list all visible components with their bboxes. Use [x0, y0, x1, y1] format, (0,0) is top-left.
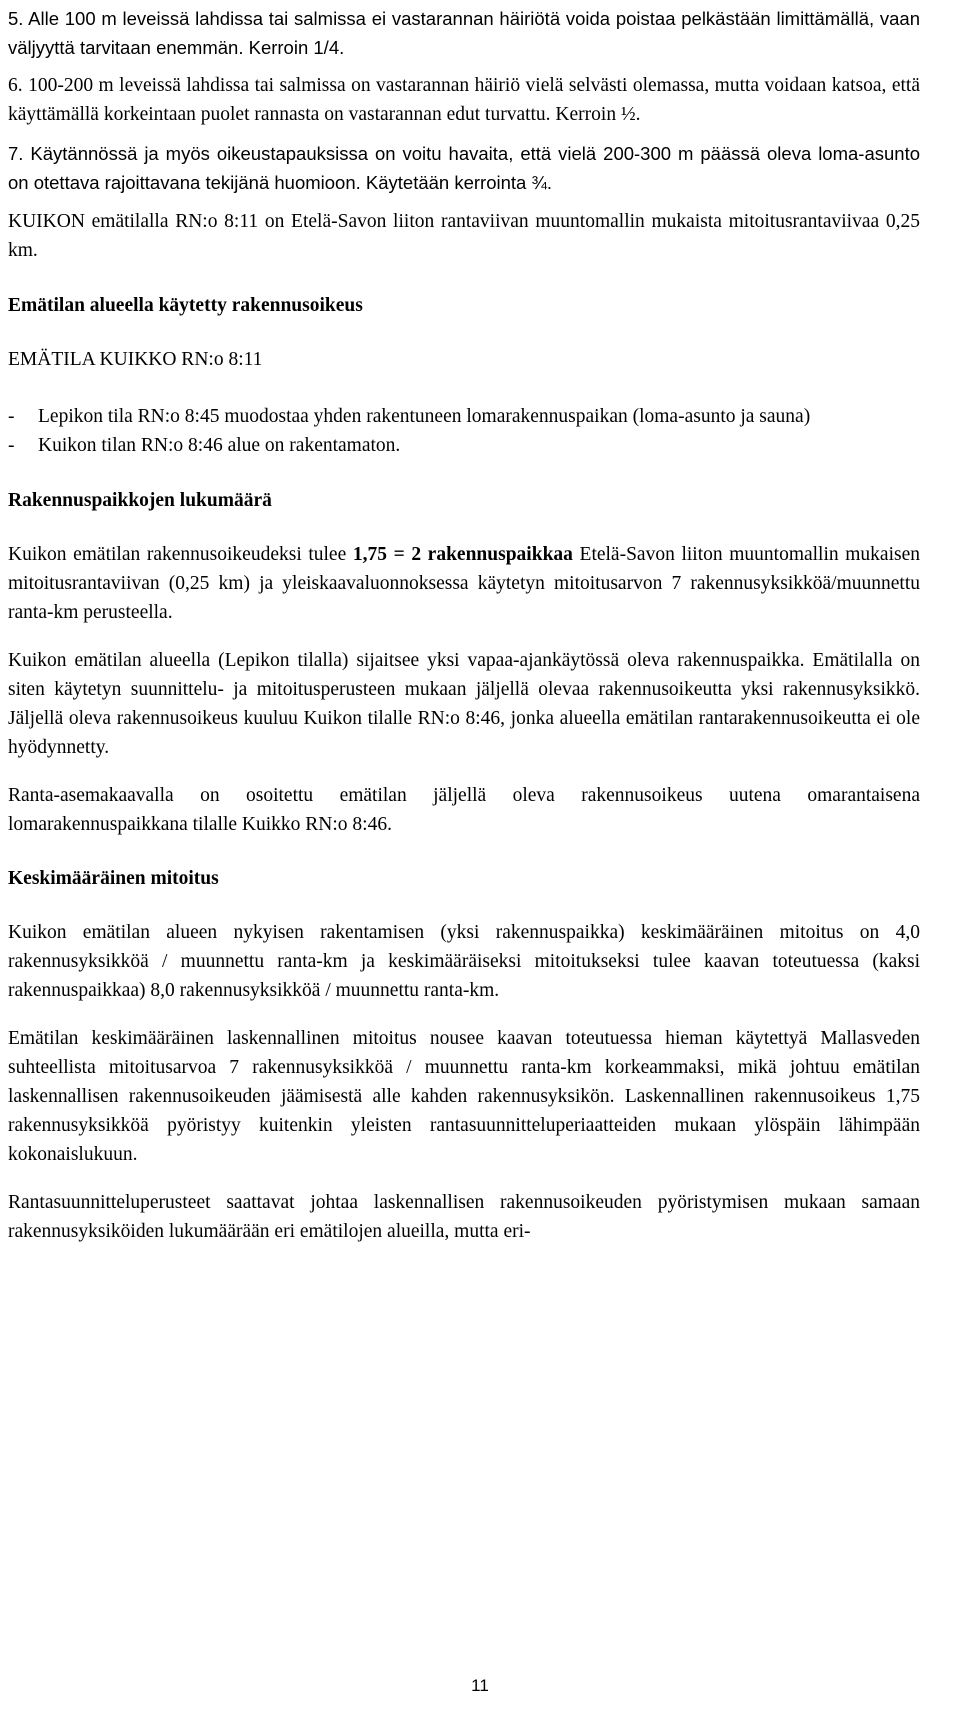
paragraph: Kuikon emätilan alueen nykyisen rakentamisen (yksi rakennuspaikka) keskimääräinen mitoitus on 4,0 rakennusyksikköä / muunnettu ranta-km ja keskimääräiseksi mitoitukseksi tulee kaavan toteutuessa (kaksi rakennuspaikkaa) 8,0 rakennusyksikköä / muunnettu ranta-km. [8, 922, 920, 1001]
paragraph [8, 540, 920, 627]
list-item-text: Kuikon tilan RN:o 8:46 alue on rakentamaton. [38, 435, 401, 456]
list-item [8, 402, 920, 431]
ematila-subheading: EMÄTILA KUIKKO RN:o 8:11 [8, 349, 263, 370]
kuikon-paragraph: KUIKON emätilalla RN:o 8:11 on Etelä-Savon liiton rantaviivan muuntomallin mukaista mitoitusrantaviivaa 0,25 km. [8, 211, 920, 261]
bold-text: 1,75 = 2 rakennuspaikkaa [352, 544, 573, 565]
dash-marker: - [8, 406, 15, 427]
paragraph: Ranta-asemakaavalla on osoitettu emätilan jäljellä oleva rakennusoikeus uutena omarantaisena lomarakennuspaikkana tilalle Kuikko RN:o 8:46. [8, 785, 920, 835]
text-run: Kuikon emätilan rakennusoikeudeksi tulee [8, 544, 353, 565]
section-heading-lukumaara: Rakennuspaikkojen lukumäärä [8, 490, 272, 511]
list-item [8, 431, 920, 460]
text-run: Etelä-Savon liiton muuntomallin mukaisen mitoitusrantaviivan (0,25 km) ja yleiskaavaluonnoksessa käytetyn mitoitusarvon 7 rakennusyksikköä/muunnettu ranta-km perusteella. [8, 544, 920, 623]
paragraph: Rantasuunnitteluperusteet saattavat johtaa laskennallisen rakennusoikeuden pyöristymisen mukaan samaan rakennusyksiköiden lukumäärään eri emätilojen alueilla, mutta eri- [8, 1192, 920, 1242]
list-item-6: 6. 100-200 m leveissä lahdissa tai salmissa on vastarannan häiriö vielä selvästi olemassa, mutta voidaan katsoa, että käyttämällä korkeintaan puolet rannasta on vastarannan edut turvattu. Kerroin ½. [8, 75, 920, 125]
page-number: 11 [471, 1676, 489, 1695]
dash-marker: - [8, 435, 15, 456]
list-item-5: 5. Alle 100 m leveissä lahdissa tai salmissa ei vastarannan häiriötä voida poistaa pelkästään limittämällä, vaan väljyyttä tarvitaan enemmän. Kerroin 1/4. [8, 8, 920, 58]
section-heading-rakennusoikeus: Emätilan alueella käytetty rakennusoikeus [8, 295, 363, 316]
list-item-7: 7. Käytännössä ja myös oikeustapauksissa on voitu havaita, että vielä 200-300 m päässä oleva loma-asunto on otettava rajoittavana tekijänä huomioon. Käytetään kerrointa ¾. [8, 143, 920, 193]
list-item-text: Lepikon tila RN:o 8:45 muodostaa yhden rakentuneen lomarakennuspaikan (loma-asunto ja sauna) [38, 406, 811, 427]
paragraph: Emätilan keskimääräinen laskennallinen mitoitus nousee kaavan toteutuessa hieman käytettyä Mallasveden suhteellista mitoitusarvoa 7 rakennusyksikköä / muunnettu ranta-km korkeammaksi, mikä johtuu emätilan laskennallisen rakennusoikeuden jäämisestä alle kahden rakennusyksikön. Laskennallinen rakennusoikeus 1,75 rakennusyksikköä pyöristyy kuitenkin yleisten rantasuunnitteluperiaatteiden mukaan ylöspäin lähimpään kokonaislukuun. [8, 1028, 920, 1165]
paragraph: Kuikon emätilan alueella (Lepikon tilalla) sijaitsee yksi vapaa-ajankäytössä oleva rakennuspaikka. Emätilalla on siten käytetyn suunnittelu- ja mitoitusperusteen mukaan jäljellä olevaa rakennusoikeutta yksi rakennusyksikkö. Jäljellä oleva rakennusoikeus kuuluu Kuikon tilalle RN:o 8:46, jonka alueella emätilan rantarakennusoikeutta ei ole hyödynnetty. [8, 650, 920, 758]
section-heading-keskimaarainen: Keskimääräinen mitoitus [8, 868, 219, 889]
